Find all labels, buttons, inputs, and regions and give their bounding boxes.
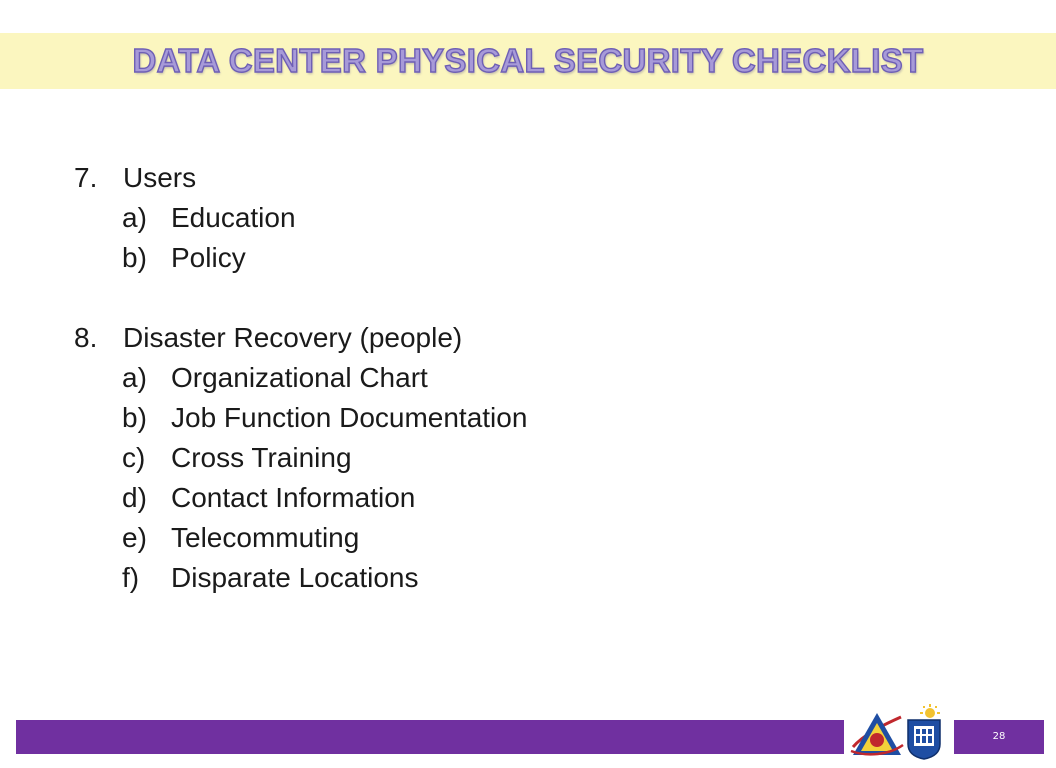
list-marker: 8. xyxy=(74,322,98,353)
list-marker: d) xyxy=(122,482,147,513)
list-marker: f) xyxy=(122,562,140,593)
list-label: Disparate Locations xyxy=(171,562,419,593)
list-marker: e) xyxy=(122,522,147,553)
list-label: Policy xyxy=(171,242,246,273)
list-label: Users xyxy=(123,162,197,193)
footer-bar xyxy=(16,720,844,754)
list-marker: b) xyxy=(122,402,147,433)
list-label: Telecommuting xyxy=(171,522,360,553)
list-label: Cross Training xyxy=(171,442,352,473)
triangle-emblem-icon xyxy=(849,707,905,759)
list-marker: 7. xyxy=(74,162,98,193)
list-marker: a) xyxy=(122,202,147,233)
list-label: Education xyxy=(171,202,296,233)
list-label: Contact Information xyxy=(171,482,416,513)
list-marker: a) xyxy=(122,362,147,393)
page-number: 28 xyxy=(954,720,1044,754)
list-marker: c) xyxy=(122,442,146,473)
list-label: Disaster Recovery (people) xyxy=(123,322,463,353)
list-label: Organizational Chart xyxy=(171,362,428,393)
shield-sun-emblem-icon xyxy=(904,704,944,760)
slide-title: DATA CENTER PHYSICAL SECURITY CHECKLIST xyxy=(132,42,924,79)
list-marker: b) xyxy=(122,242,147,273)
list-label: Job Function Documentation xyxy=(171,402,528,433)
